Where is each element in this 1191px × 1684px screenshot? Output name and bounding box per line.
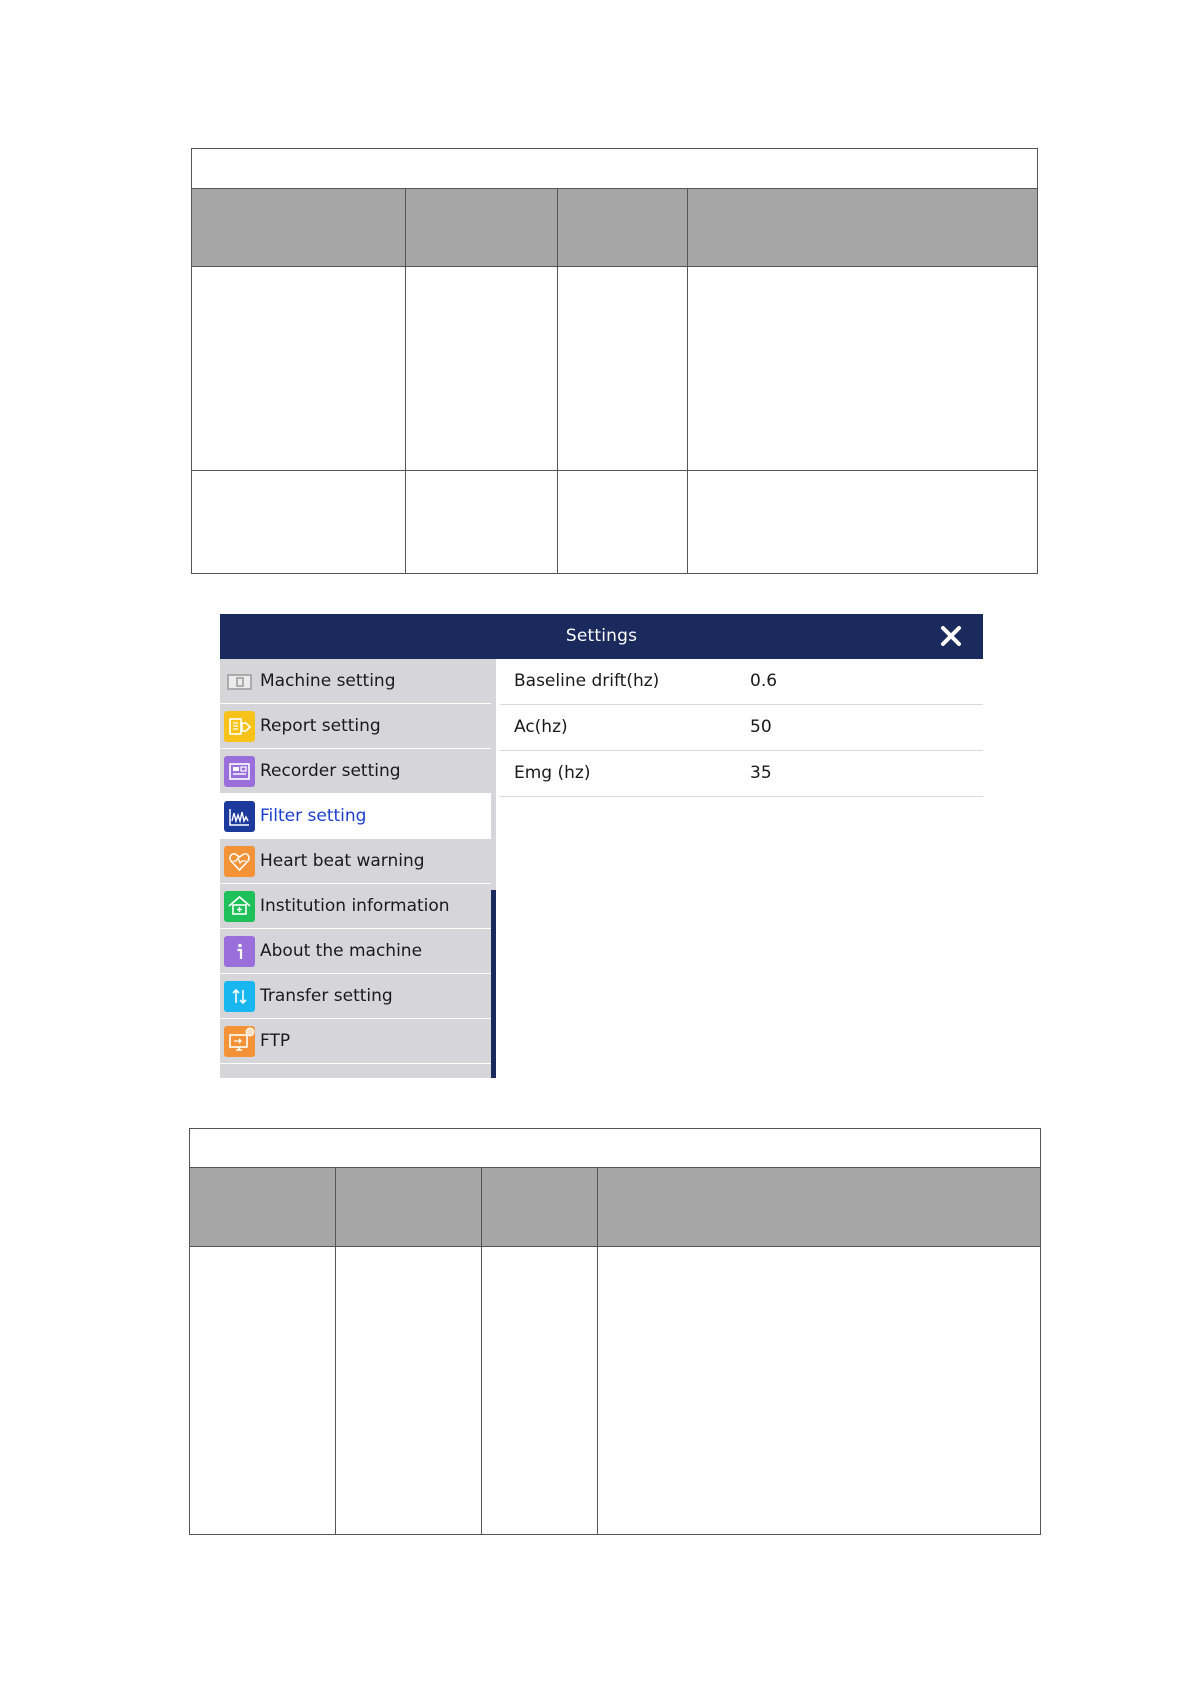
top-table-col-divider bbox=[687, 189, 688, 573]
filter-label: Baseline drift(hz) bbox=[514, 671, 660, 691]
top-table-header-row bbox=[192, 189, 1037, 267]
sidebar-item-label: Machine setting bbox=[260, 671, 396, 691]
settings-title: Settings bbox=[565, 626, 638, 646]
settings-titlebar bbox=[220, 614, 983, 659]
institution-icon bbox=[224, 891, 255, 922]
top-table-caption-row bbox=[192, 149, 1037, 189]
sidebar-item-transfer-setting[interactable] bbox=[220, 974, 491, 1019]
settings-window bbox=[220, 614, 983, 1078]
sidebar-item-label: Heart beat warning bbox=[260, 851, 425, 871]
recorder-icon bbox=[224, 756, 255, 787]
sidebar-item-institution-information[interactable] bbox=[220, 884, 491, 929]
close-button[interactable] bbox=[939, 624, 963, 648]
filter-row-emg bbox=[500, 751, 983, 797]
ftp-icon bbox=[224, 1026, 255, 1057]
bottom-table bbox=[189, 1128, 1041, 1535]
bottom-table-header-row bbox=[190, 1168, 1040, 1247]
sidebar-item-report-setting[interactable] bbox=[220, 704, 491, 749]
sidebar-item-label: About the machine bbox=[260, 941, 423, 961]
report-icon bbox=[224, 711, 255, 742]
sidebar-item-about-the-machine[interactable] bbox=[220, 929, 491, 974]
info-icon bbox=[224, 936, 255, 967]
top-table-col-divider bbox=[405, 189, 406, 573]
ac-value[interactable]: 50 bbox=[750, 717, 772, 737]
close-icon bbox=[939, 624, 963, 648]
top-table bbox=[191, 148, 1038, 574]
sidebar-item-filter-setting[interactable] bbox=[220, 794, 491, 839]
baseline-drift-value[interactable]: 0.6 bbox=[750, 671, 778, 691]
sidebar-item-label: Report setting bbox=[260, 716, 381, 736]
machine-icon bbox=[224, 666, 255, 697]
sidebar-item-label: Recorder setting bbox=[260, 761, 401, 781]
sidebar-scrollbar-thumb[interactable] bbox=[491, 890, 496, 1078]
bottom-table-col-divider bbox=[335, 1168, 336, 1534]
sidebar-item-label: Filter setting bbox=[260, 806, 367, 826]
sidebar-item-ftp[interactable] bbox=[220, 1019, 491, 1064]
top-table-row-divider bbox=[192, 470, 1037, 471]
sidebar-item-label: Transfer setting bbox=[260, 986, 393, 1006]
sidebar-item-machine-setting[interactable] bbox=[220, 659, 491, 704]
filter-row-ac bbox=[500, 705, 983, 751]
sidebar-scrollbar[interactable] bbox=[491, 659, 496, 1078]
filter-label: Ac(hz) bbox=[514, 717, 568, 737]
bottom-table-caption-row bbox=[190, 1129, 1040, 1168]
sidebar-item-label: Institution information bbox=[260, 896, 450, 916]
sidebar-item-label: FTP bbox=[260, 1031, 291, 1051]
sidebar-item-recorder-setting[interactable] bbox=[220, 749, 491, 794]
transfer-icon bbox=[224, 981, 255, 1012]
filter-settings-panel bbox=[500, 659, 983, 1078]
settings-sidebar bbox=[220, 659, 491, 1078]
filter-label: Emg (hz) bbox=[514, 763, 591, 783]
sidebar-item-heart-beat-warning[interactable] bbox=[220, 839, 491, 884]
emg-value[interactable]: 35 bbox=[750, 763, 772, 783]
heart-warning-icon bbox=[224, 846, 255, 877]
bottom-table-col-divider bbox=[481, 1168, 482, 1534]
filter-row-baseline-drift bbox=[500, 659, 983, 705]
top-table-col-divider bbox=[557, 189, 558, 573]
bottom-table-col-divider bbox=[597, 1168, 598, 1534]
filter-icon bbox=[224, 801, 255, 832]
